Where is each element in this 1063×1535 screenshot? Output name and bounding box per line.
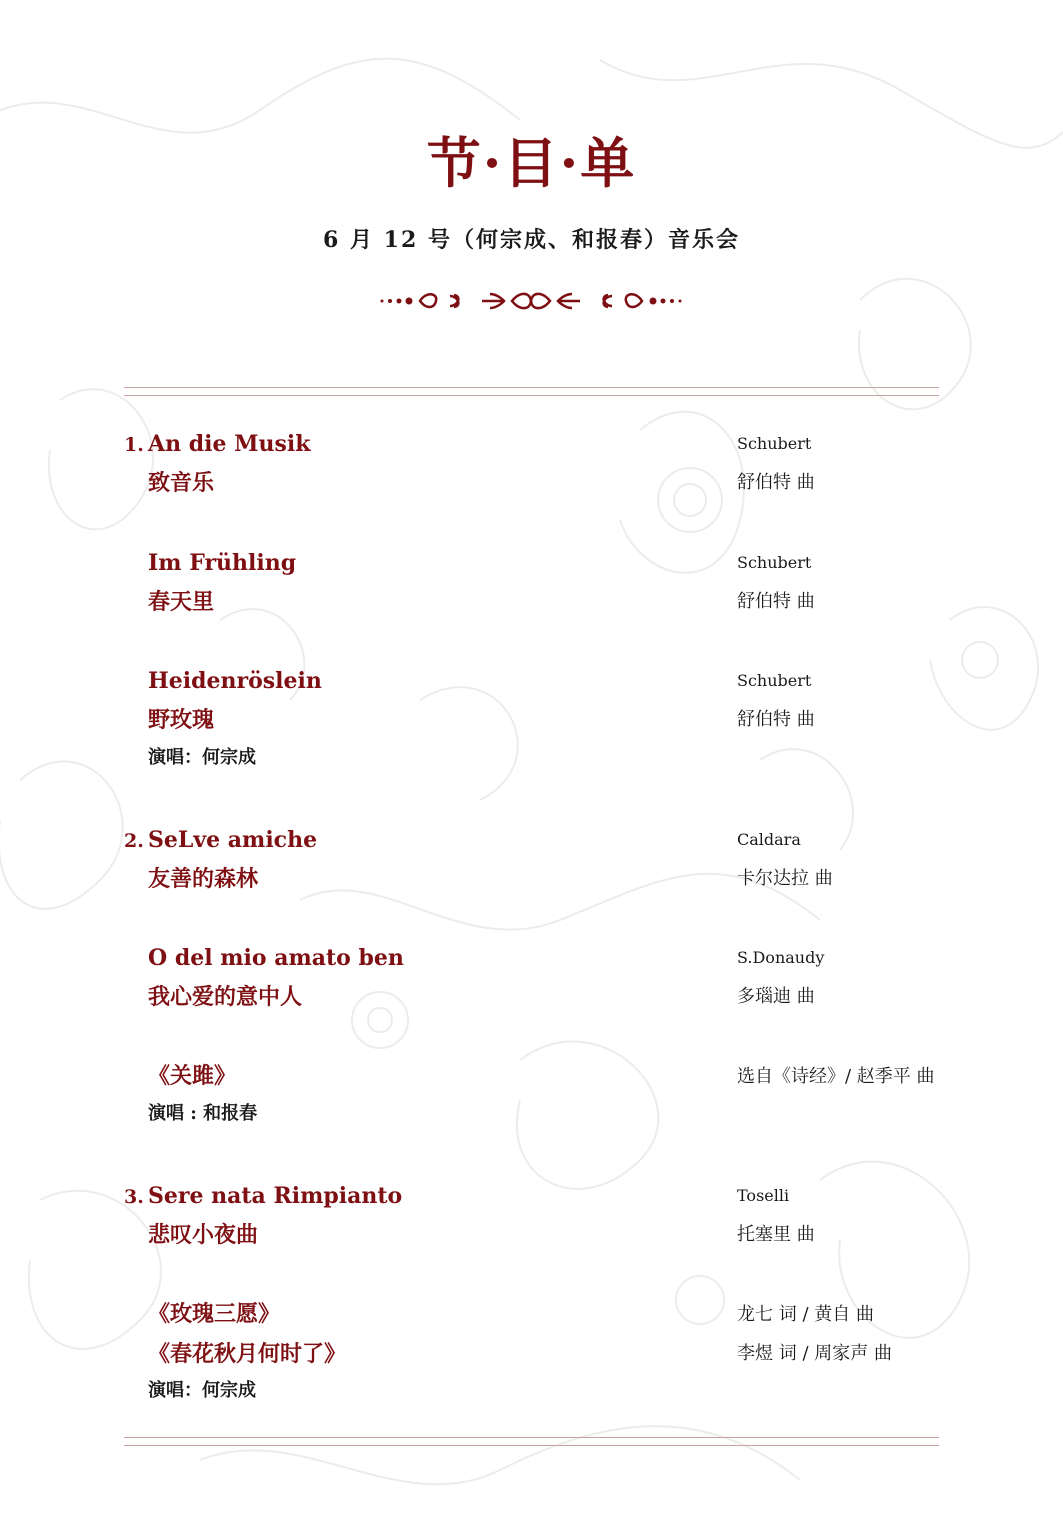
composer-zh: 舒伯特 曲 <box>737 472 815 493</box>
composer-en: Caldara <box>737 830 801 849</box>
song-title-zh: 野玫瑰 <box>148 707 215 733</box>
composer-zh: 舒伯特 曲 <box>737 591 815 612</box>
composer-en: Schubert <box>737 553 812 572</box>
song-title-en: An die Musik <box>148 431 311 457</box>
top-divider-rule <box>124 387 939 396</box>
singer-credit: 演唱 : 和报春 <box>148 1103 258 1124</box>
song-title-zh: 友善的森林 <box>148 866 259 892</box>
section-number: 2. <box>124 830 144 852</box>
ornament-divider-icon <box>378 288 684 314</box>
composer-en: Schubert <box>737 671 812 690</box>
song-title-en: O del mio amato ben <box>148 945 404 971</box>
composer-zh: 舒伯特 曲 <box>737 709 815 730</box>
song-title-zh: 我心爱的意中人 <box>148 984 303 1010</box>
composer-en: Toselli <box>737 1186 790 1205</box>
bottom-divider-rule <box>124 1437 939 1446</box>
singer-credit: 演唱：何宗成 <box>148 747 256 768</box>
song-title-zh: 《玫瑰三愿》 <box>148 1301 281 1327</box>
song-title-zh: 春天里 <box>148 589 215 615</box>
page-subtitle: 6 月 12 号（何宗成、和报春）音乐会 <box>323 227 740 253</box>
song-title-zh: 致音乐 <box>148 470 215 496</box>
song-title-en: Sere nata Rimpianto <box>148 1183 403 1209</box>
composer-zh: 托塞里 曲 <box>737 1224 815 1245</box>
song-title-en: Im Frühling <box>148 550 297 576</box>
composer-zh: 选自《诗经》/ 赵季平 曲 <box>737 1066 935 1087</box>
song-title-zh: 《关雎》 <box>148 1063 237 1089</box>
composer-zh: 李煜 词 / 周家声 曲 <box>737 1343 892 1364</box>
page-title: 节·目·单 <box>426 131 637 195</box>
composer-zh: 多瑙迪 曲 <box>737 986 815 1007</box>
singer-credit: 演唱：何宗成 <box>148 1380 256 1401</box>
song-title-zh: 《春花秋月何时了》 <box>148 1341 347 1367</box>
section-number: 3. <box>124 1186 144 1208</box>
composer-zh: 卡尔达拉 曲 <box>737 868 833 889</box>
composer-zh: 龙七 词 / 黄自 曲 <box>737 1304 874 1325</box>
song-title-zh: 悲叹小夜曲 <box>148 1222 259 1248</box>
composer-en: S.Donaudy <box>737 948 825 967</box>
section-number: 1. <box>124 434 144 456</box>
song-title-en: Heidenröslein <box>148 668 322 694</box>
song-title-en: SeLve amiche <box>148 827 318 853</box>
composer-en: Schubert <box>737 434 812 453</box>
